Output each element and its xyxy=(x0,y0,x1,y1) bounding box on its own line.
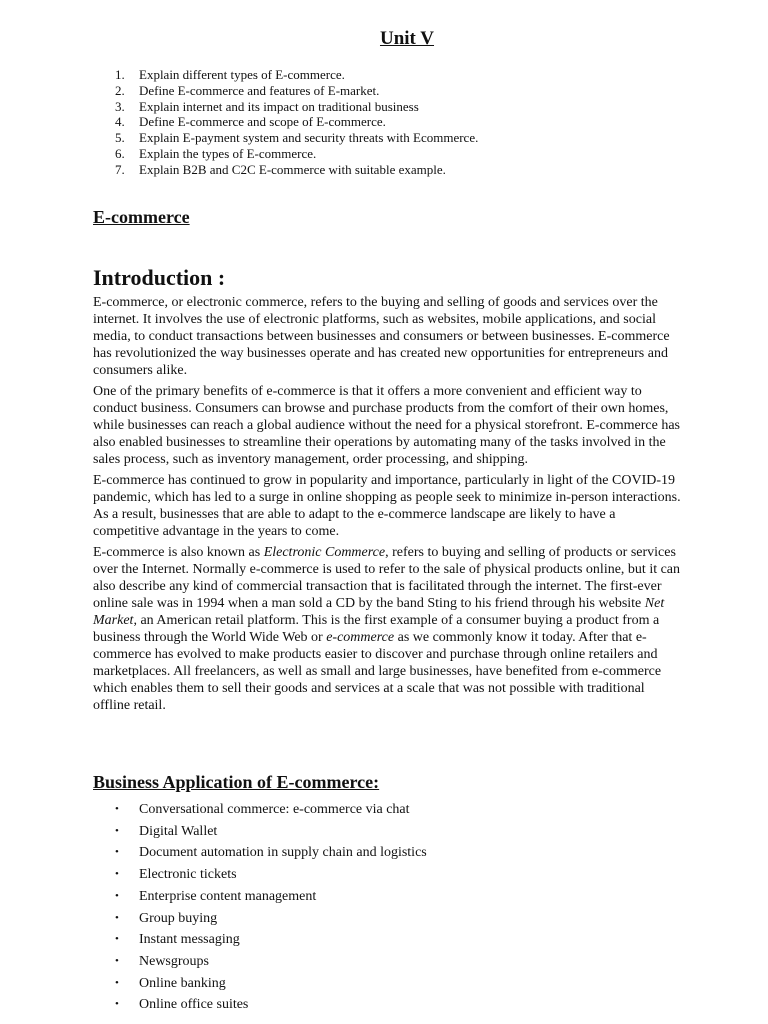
bullet-icon: • xyxy=(115,824,119,837)
question-text: Explain the types of E-commerce. xyxy=(139,145,317,161)
list-item xyxy=(115,886,427,908)
bullet-icon: • xyxy=(115,889,119,902)
question-item xyxy=(115,114,478,130)
list-item xyxy=(115,821,427,843)
question-text: Explain E-payment system and security threats with Ecommerce. xyxy=(139,130,479,146)
list-item xyxy=(115,951,427,973)
bullet-icon: • xyxy=(115,868,119,881)
bullet-icon: • xyxy=(115,998,119,1011)
application-list xyxy=(115,799,427,1016)
paragraph: One of the primary benefits of e-commerce is that it offers a more convenient and efficient way to conduct business. Consumers can browse and purchase products from the comfort of their own homes, while businesses can reach a global audience without the need for a physical storefront. E-commerce has also enabled businesses to streamline their operations by automating many of the tasks involved in the sales process, such as inventory management, order processing, and shipping. xyxy=(93,384,681,467)
question-item xyxy=(115,146,478,162)
bullet-icon: • xyxy=(115,954,119,967)
list-item xyxy=(115,908,427,930)
paragraph: E-commerce, or electronic commerce, refers to the buying and selling of goods and services over the internet. It involves the use of electronic platforms, such as websites, mobile applications, and social media, to conduct transactions between businesses and consumers or between businesses. E-commerce has revolutionized the way businesses operate and has created new opportunities for entrepreneurs and consumers alike. xyxy=(93,295,670,378)
list-item-text: Newsgroups xyxy=(139,953,209,969)
question-number: 3. xyxy=(115,98,125,114)
list-item xyxy=(115,973,427,995)
list-item-text: Electronic tickets xyxy=(139,867,237,883)
question-number: 5. xyxy=(115,130,125,146)
question-number: 2. xyxy=(115,82,125,98)
text-run: as we commonly know it today. After that e-commerce has evolved to make products easier to discover and purchase through online retailers and marketplaces. All freelancers, as well as small and large businesses, have benefited from e-commerce which enables them to sell their goods and services at a scale that was not possible with traditional offline retail. xyxy=(93,630,662,713)
text-run: , an American retail platform. This is the first example of a consumer buying a product from a business through the World Wide Web or xyxy=(93,613,660,645)
question-text: Explain B2B and C2C E-commerce with suitable example. xyxy=(139,161,446,177)
text-run: , refers to buying and selling of products or services over the Internet. Normally e-commerce is used to refer to the sale of physical products online, but it can also describe any kind of commercial transaction that is facilitated through the internet. The first-ever online sale was in 1994 when a man sold a CD by the band Sting to his friend through his website xyxy=(93,545,681,611)
introduction-body xyxy=(93,294,683,718)
question-item xyxy=(115,130,478,146)
bullet-icon: • xyxy=(115,803,119,815)
list-item-text: Group buying xyxy=(139,910,218,926)
question-item xyxy=(115,83,478,99)
italic-term: e-commerce xyxy=(326,630,395,645)
list-item xyxy=(115,929,427,951)
section-heading-ecommerce: E-commerce xyxy=(93,207,190,227)
list-item-text: Conversational commerce: e-commerce via chat xyxy=(139,802,410,817)
question-number: 1. xyxy=(115,67,125,82)
paragraph xyxy=(93,544,683,714)
bullet-icon: • xyxy=(115,846,119,859)
text-run: E-commerce is also known as xyxy=(93,545,264,560)
question-number: 7. xyxy=(115,161,125,177)
list-item-text: Enterprise content management xyxy=(139,888,317,904)
bullet-icon: • xyxy=(115,933,119,946)
list-item-text: Online banking xyxy=(139,975,226,991)
question-text: Define E-commerce and features of E-market. xyxy=(139,82,380,98)
question-list xyxy=(115,67,478,178)
list-item xyxy=(115,994,427,1016)
unit-title: Unit V xyxy=(379,28,435,49)
bullet-icon: • xyxy=(115,911,119,924)
question-number: 6. xyxy=(115,145,125,161)
list-item-text: Document automation in supply chain and logistics xyxy=(139,845,427,861)
question-text: Define E-commerce and scope of E-commerce. xyxy=(139,114,386,130)
section-heading-introduction: Introduction : xyxy=(93,265,226,290)
paragraph: E-commerce has continued to grow in popularity and importance, particularly in light of the COVID-19 pandemic, which has led to a surge in online shopping as people seek to minimize in-person interactions. As a result, businesses that are able to adapt to the e-commerce landscape are likely to have a competitive advantage in the years to come. xyxy=(93,473,681,539)
list-item xyxy=(115,842,427,864)
list-item xyxy=(115,799,427,821)
question-item xyxy=(115,67,478,83)
question-item xyxy=(115,99,478,115)
section-heading-business-applications: Business Application of E-commerce: xyxy=(93,772,380,792)
italic-term: Net Market xyxy=(93,596,665,628)
list-item-text: Online office suites xyxy=(139,997,249,1013)
list-item-text: Instant messaging xyxy=(139,932,240,948)
question-text: Explain internet and its impact on traditional business xyxy=(139,98,419,114)
question-item xyxy=(115,162,478,178)
italic-term: Electronic Commerce xyxy=(263,545,386,560)
question-text: Explain different types of E-commerce. xyxy=(139,67,345,82)
bullet-icon: • xyxy=(115,976,119,989)
list-item-text: Digital Wallet xyxy=(139,823,218,839)
list-item xyxy=(115,864,427,886)
question-number: 4. xyxy=(115,114,125,130)
